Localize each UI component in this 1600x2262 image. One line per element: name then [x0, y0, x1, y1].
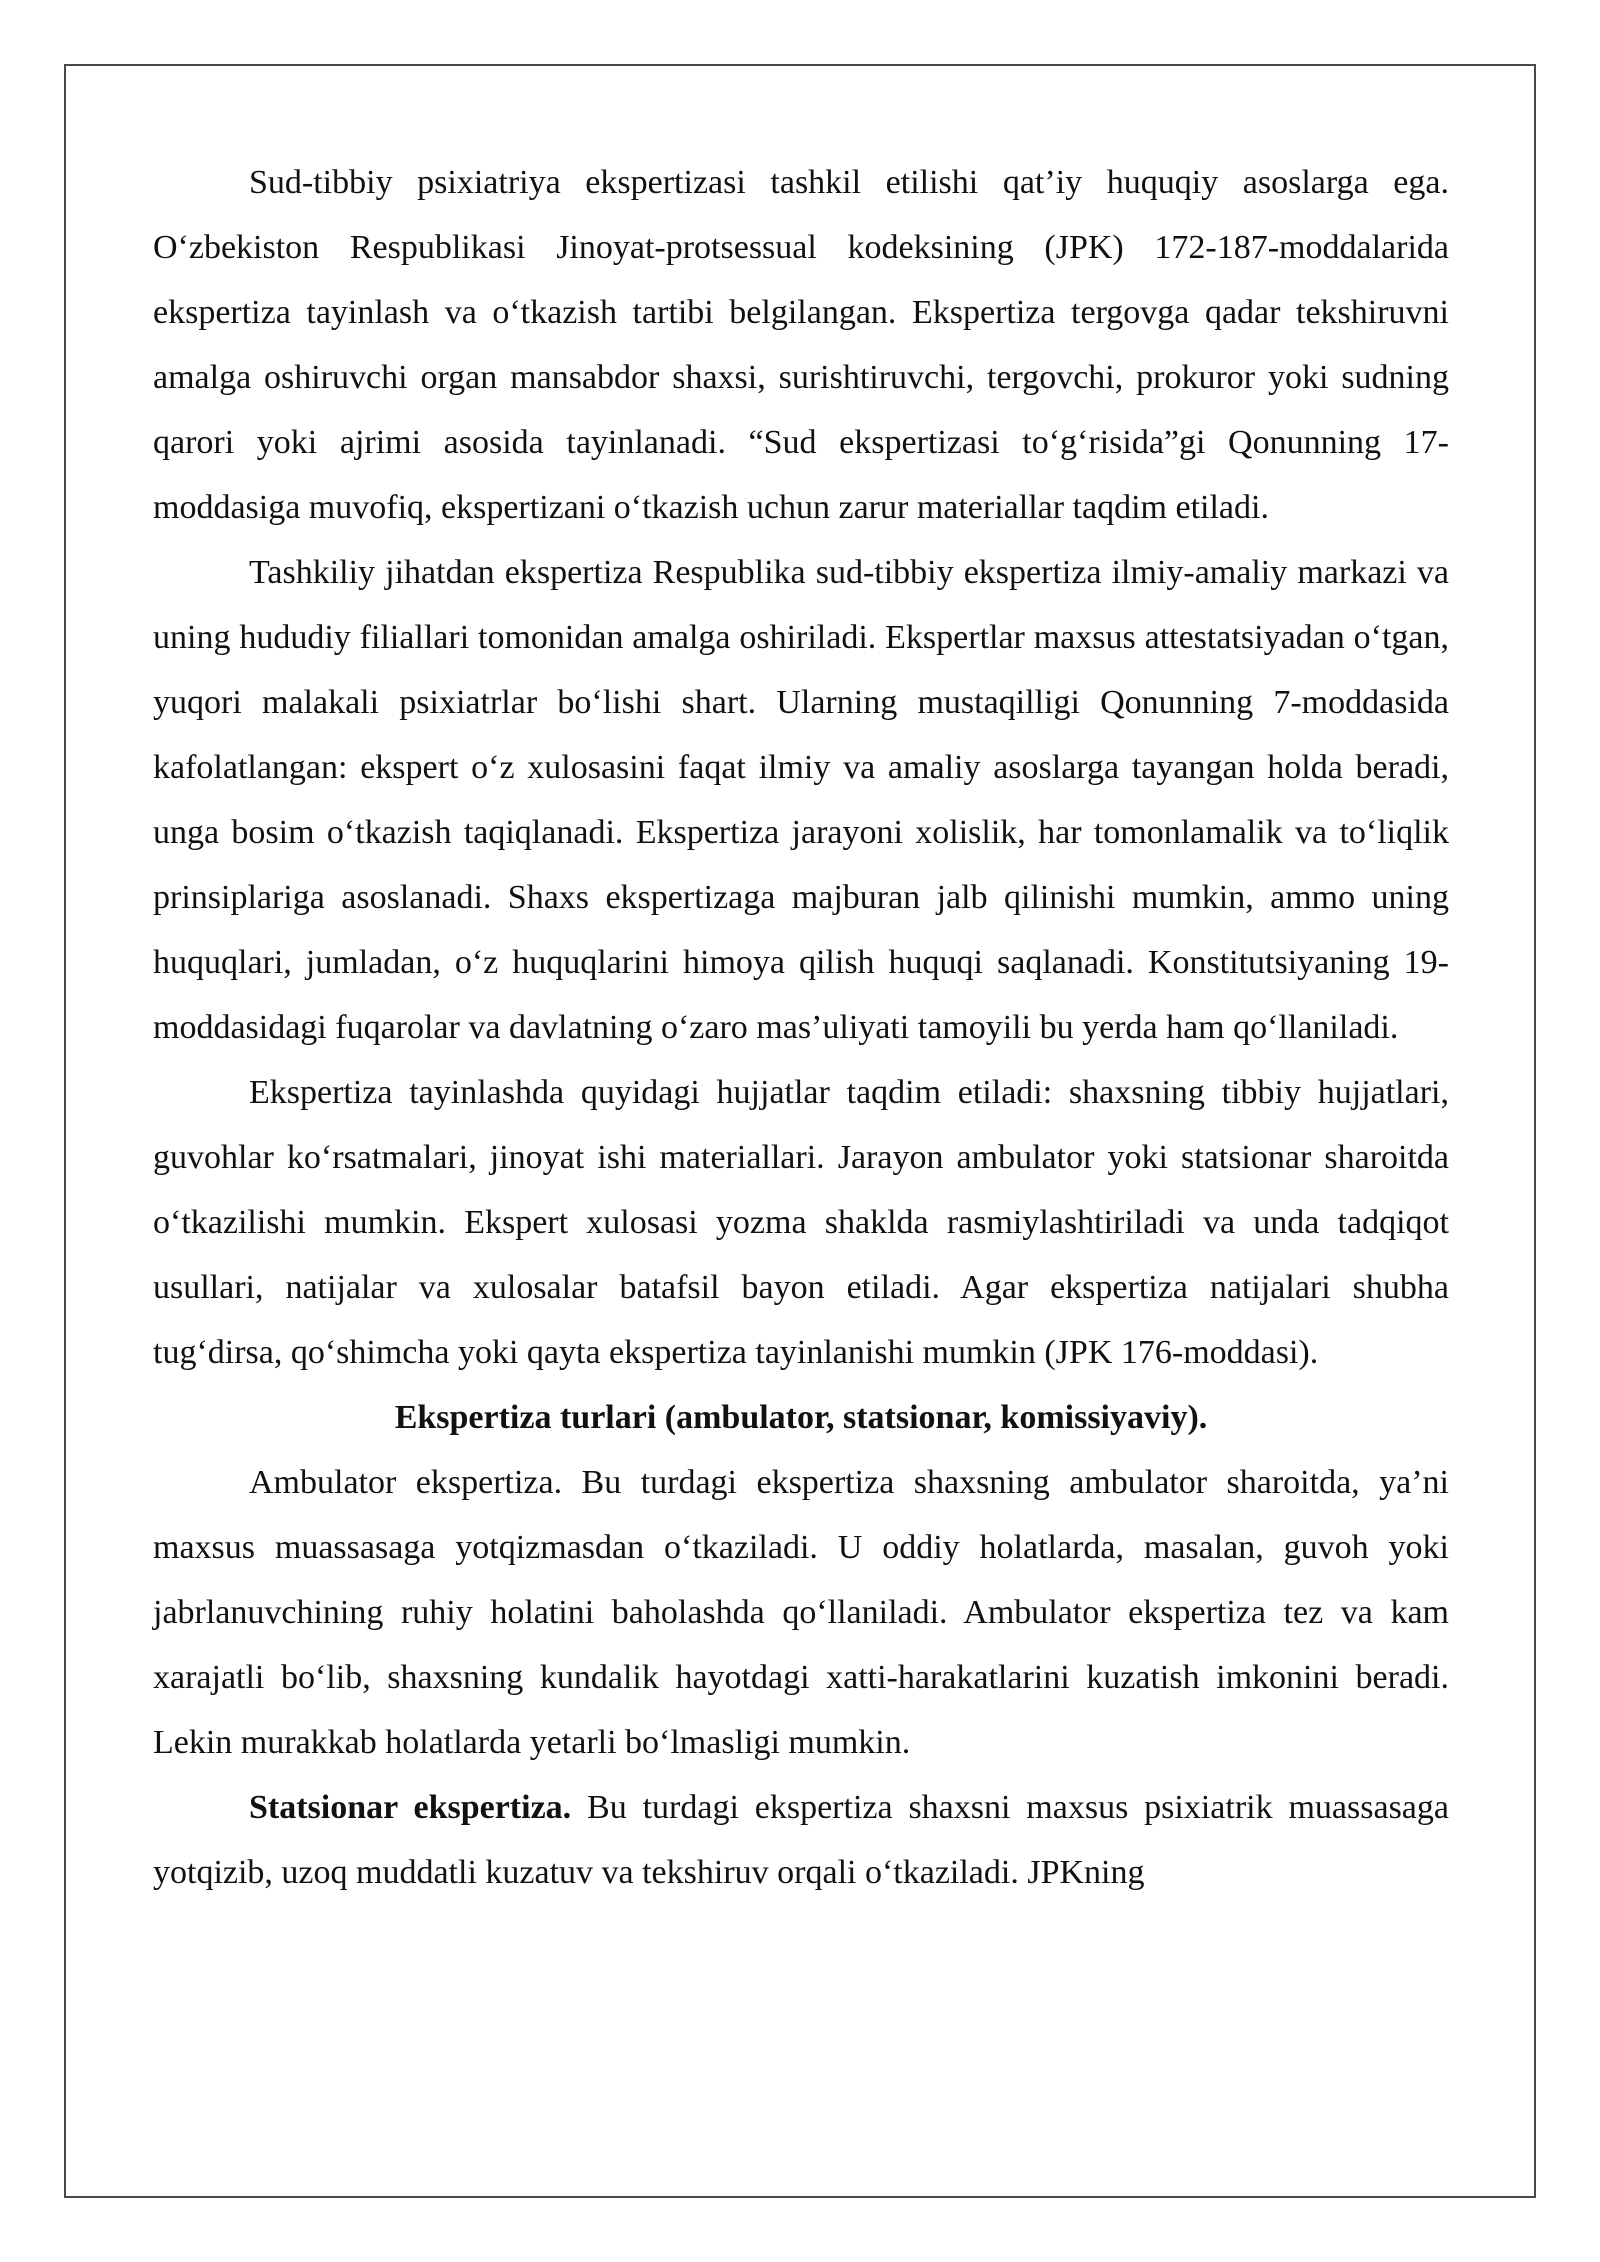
- statsionar-lead: Statsionar ekspertiza.: [249, 1789, 572, 1826]
- paragraph-ambulator: Ambulator ekspertiza. Bu turdagi ekspertiza shaxsning ambulator sharoitda, ya’ni maxsus muassasaga yotqizmasdan o‘tkaziladi. U oddiy holatlarda, masalan, guvoh yoki jabrlanuvchining ruhiy holatini baholashda qo‘llaniladi. Ambulator ekspertiza tez va kam xarajatli bo‘lib, shaxsning kundalik hayotdagi xatti-harakatlarini kuzatish imkonini beradi. Lekin murakkab holatlarda yetarli bo‘lmasligi mumkin.: [153, 1464, 1449, 1761]
- paragraph-organization: Tashkiliy jihatdan ekspertiza Respublika sud-tibbiy ekspertiza ilmiy-amaliy markazi va uning hududiy filiallari tomonidan amalga oshiriladi. Ekspertlar maxsus attestatsiyadan o‘tgan, yuqori malakali psixiatrlar bo‘lishi shart. Ularning mustaqilligi Qonunning 7-moddasida kafolatlangan: ekspert o‘z xulosasini faqat ilmiy va amaliy asoslarga tayangan holda beradi, unga bosim o‘tkazish taqiqlanadi. Ekspertiza jarayoni xolislik, har tomonlamalik va to‘liqlik prinsiplariga asoslanadi. Shaxs ekspertizaga majburan jalb qilinishi mumkin, ammo uning huquqlari, jumladan, o‘z huquqlarini himoya qilish huquqi saqlanadi. Konstitutsiyaning 19-moddasidagi fuqarolar va davlatning o‘zaro mas’uliyati tamoyili bu yerda ham qo‘llaniladi.: [153, 554, 1449, 1046]
- document-body: [153, 150, 1449, 1905]
- paragraph-documents: Ekspertiza tayinlashda quyidagi hujjatlar taqdim etiladi: shaxsning tibbiy hujjatlari, guvohlar ko‘rsatmalari, jinoyat ishi materiallari. Jarayon ambulator yoki statsionar sharoitda o‘tkazilishi mumkin. Ekspert xulosasi yozma shaklda rasmiylashtiriladi va unda tadqiqot usullari, natijalar va xulosalar batafsil bayon etiladi. Agar ekspertiza natijalari shubha tug‘dirsa, qo‘shimcha yoki qayta ekspertiza tayinlanishi mumkin (JPK 176-moddasi).: [153, 1074, 1449, 1371]
- paragraph-legal-basis: Sud-tibbiy psixiatriya ekspertizasi tashkil etilishi qat’iy huquqiy asoslarga ega. O‘zbekiston Respublikasi Jinoyat-protsessual kodeksining (JPK) 172-187-moddalarida ekspertiza tayinlash va o‘tkazish tartibi belgilangan. Ekspertiza tergovga qadar tekshiruvni amalga oshiruvchi organ mansabdor shaxsi, surishtiruvchi, tergovchi, prokuror yoki sudning qarori yoki ajrimi asosida tayinlanadi. “Sud ekspertizasi to‘g‘risida”gi Qonunning 17-moddasiga muvofiq, ekspertizani o‘tkazish uchun zarur materiallar taqdim etiladi.: [153, 164, 1449, 526]
- statsionar-text: Bu turdagi ekspertiza shaxsni maxsus psixiatrik muassasaga yotqizib, uzoq muddatli kuzatuv va tekshiruv orqali o‘tkaziladi. JPKning: [153, 1789, 1449, 1891]
- section-heading: Ekspertiza turlari (ambulator, statsionar, komissiyaviy).: [394, 1399, 1208, 1436]
- paragraph-statsionar: [153, 1775, 1449, 1905]
